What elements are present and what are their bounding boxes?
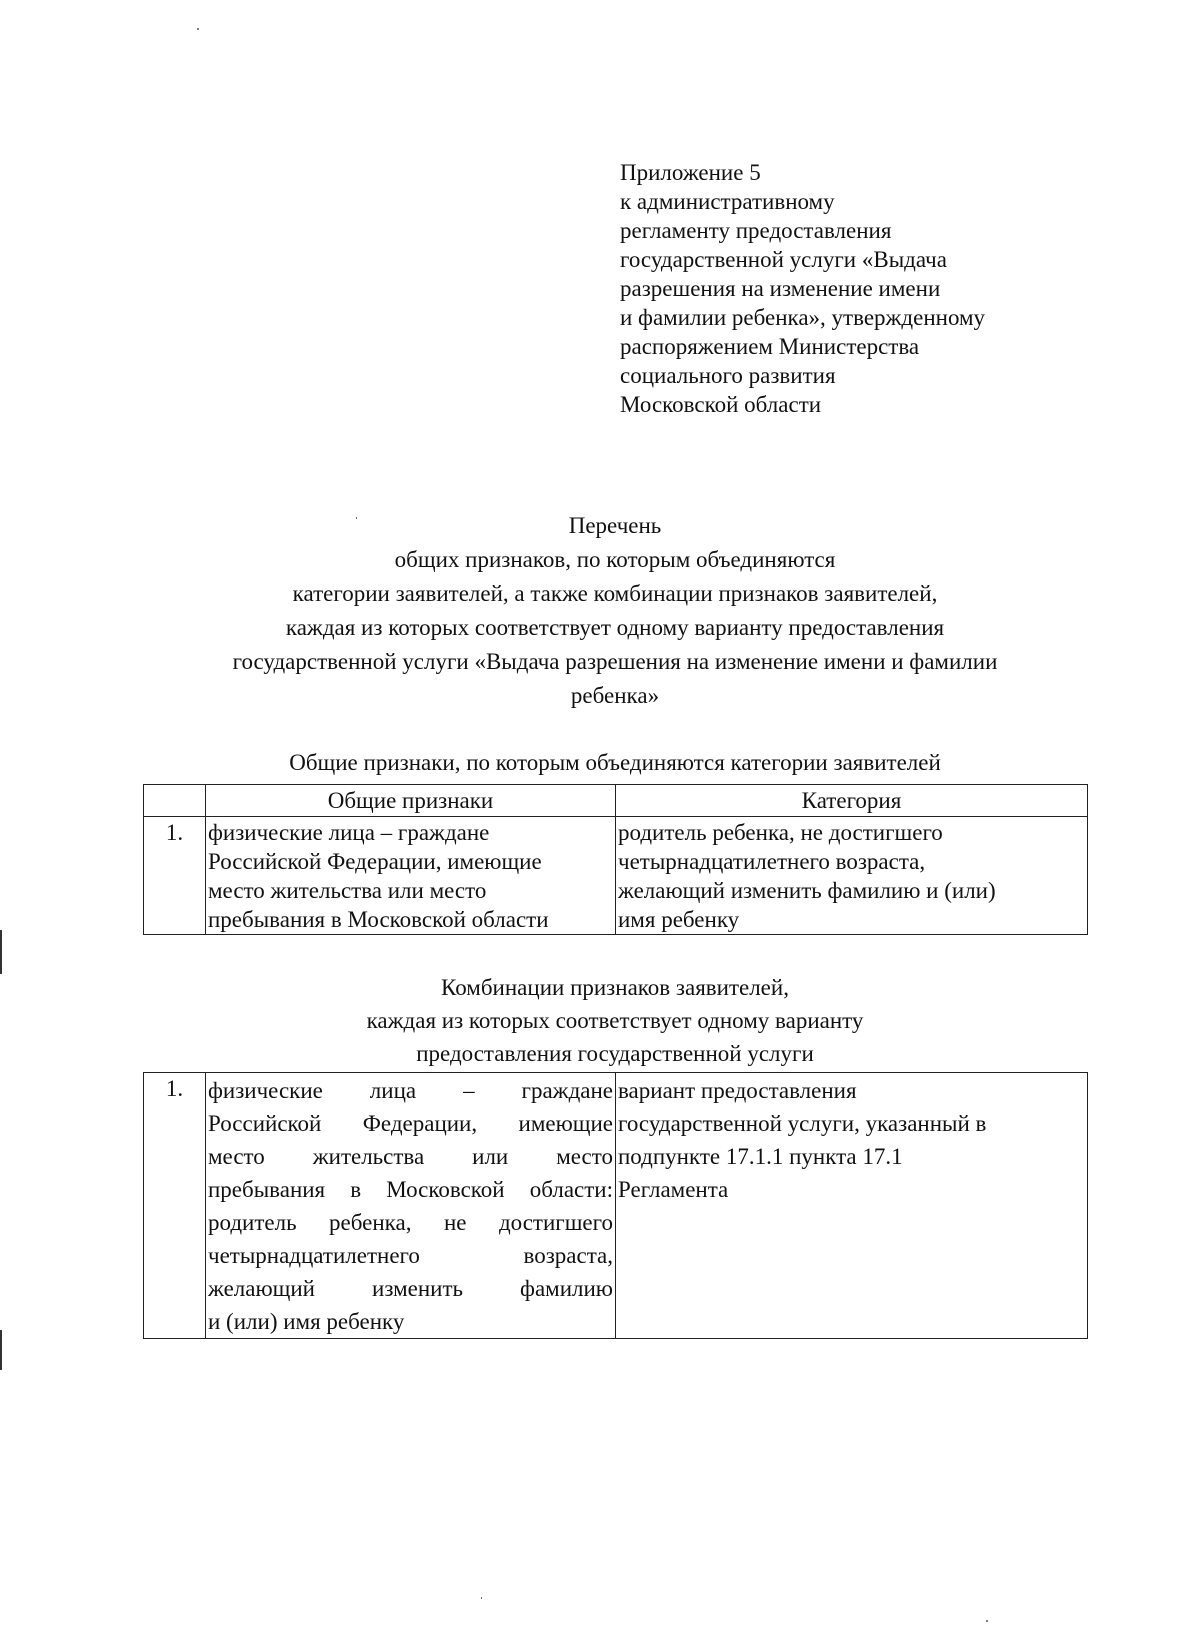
appendix-line: Московской области bbox=[620, 392, 822, 417]
title-line: каждая из которых соответствует одному варианту предоставления bbox=[285, 615, 945, 640]
cell-line: физические лица – граждане bbox=[208, 1078, 613, 1103]
appendix-line: Приложение 5 bbox=[620, 160, 761, 185]
cell-line: вариант предоставления bbox=[618, 1078, 857, 1103]
cell-line: Регламента bbox=[618, 1177, 729, 1202]
cell-line: четырнадцатилетнего возраста, bbox=[618, 849, 926, 874]
feature-combinations-table bbox=[143, 1072, 1088, 1339]
title-line: категории заявителей, а также комбинации признаков заявителей, bbox=[292, 581, 938, 606]
header-general-features: Общие признаки bbox=[206, 785, 616, 817]
features-cell bbox=[206, 817, 616, 935]
header-number bbox=[144, 785, 206, 817]
appendix-line: разрешения на изменение имени bbox=[620, 276, 941, 301]
caption-line: предоставления государственной услуги bbox=[416, 1041, 814, 1066]
cell-line: место жительства или место bbox=[208, 878, 487, 903]
cell-line: имя ребенку bbox=[618, 907, 740, 932]
cell-line: пребывания в Московской области: bbox=[208, 1177, 613, 1202]
combination-cell bbox=[206, 1073, 616, 1339]
cell-line: четырнадцатилетнего возраста, bbox=[208, 1243, 613, 1268]
cell-line: Российской Федерации, имеющие bbox=[208, 1111, 613, 1136]
appendix-line: социального развития bbox=[620, 363, 836, 388]
appendix-line: государственной услуги «Выдача bbox=[620, 247, 947, 272]
table2-caption bbox=[120, 971, 1110, 1070]
scan-speck bbox=[197, 28, 199, 30]
table-row bbox=[144, 1073, 1088, 1339]
scan-edge-mark bbox=[0, 930, 2, 974]
cell-line: пребывания в Московской области bbox=[208, 907, 549, 932]
cell-line: физические лица – граждане bbox=[208, 820, 490, 845]
table-row bbox=[144, 817, 1088, 935]
table1-caption bbox=[120, 746, 1110, 779]
appendix-note bbox=[620, 158, 1120, 419]
cell-line: желающий изменить фамилию и (или) bbox=[618, 878, 996, 903]
cell-line: государственной услуги, указанный в bbox=[618, 1111, 987, 1136]
caption-line: Комбинации признаков заявителей, bbox=[441, 975, 789, 1000]
caption-line: каждая из которых соответствует одному варианту bbox=[366, 1008, 864, 1033]
document-title bbox=[120, 509, 1110, 713]
scan-speck bbox=[986, 1620, 988, 1622]
appendix-line: регламенту предоставления bbox=[620, 218, 892, 243]
scan-edge-mark bbox=[0, 1330, 2, 1370]
cell-line: место жительства или место bbox=[208, 1144, 613, 1169]
appendix-line: и фамилии ребенка», утвержденному bbox=[620, 305, 986, 330]
title-line: Перечень bbox=[568, 513, 662, 538]
cell-line: Российской Федерации, имеющие bbox=[208, 849, 542, 874]
general-features-table bbox=[143, 784, 1088, 935]
row-number: 1. bbox=[144, 1073, 206, 1339]
caption-line: Общие признаки, по которым объединяются категории заявителей bbox=[289, 750, 941, 775]
cell-line: родитель ребенка, не достигшего bbox=[618, 820, 943, 845]
cell-line: подпункте 17.1.1 пункта 17.1 bbox=[618, 1144, 903, 1169]
appendix-line: распоряжением Министерства bbox=[620, 334, 920, 359]
appendix-line: к административному bbox=[620, 189, 835, 214]
title-line: общих признаков, по которым объединяются bbox=[394, 547, 836, 572]
cell-line: и (или) имя ребенку bbox=[208, 1309, 405, 1334]
scan-speck bbox=[481, 1597, 482, 1599]
title-line: государственной услуги «Выдача разрешения на изменение имени и фамилии bbox=[232, 649, 998, 674]
variant-cell bbox=[616, 1073, 1088, 1339]
cell-line: желающий изменить фамилию bbox=[208, 1276, 613, 1301]
category-cell bbox=[616, 817, 1088, 935]
title-line: ребенка» bbox=[570, 683, 660, 708]
cell-line: родитель ребенка, не достигшего bbox=[208, 1210, 613, 1235]
header-category: Категория bbox=[616, 785, 1088, 817]
table-header-row bbox=[144, 785, 1088, 817]
row-number: 1. bbox=[144, 817, 206, 935]
